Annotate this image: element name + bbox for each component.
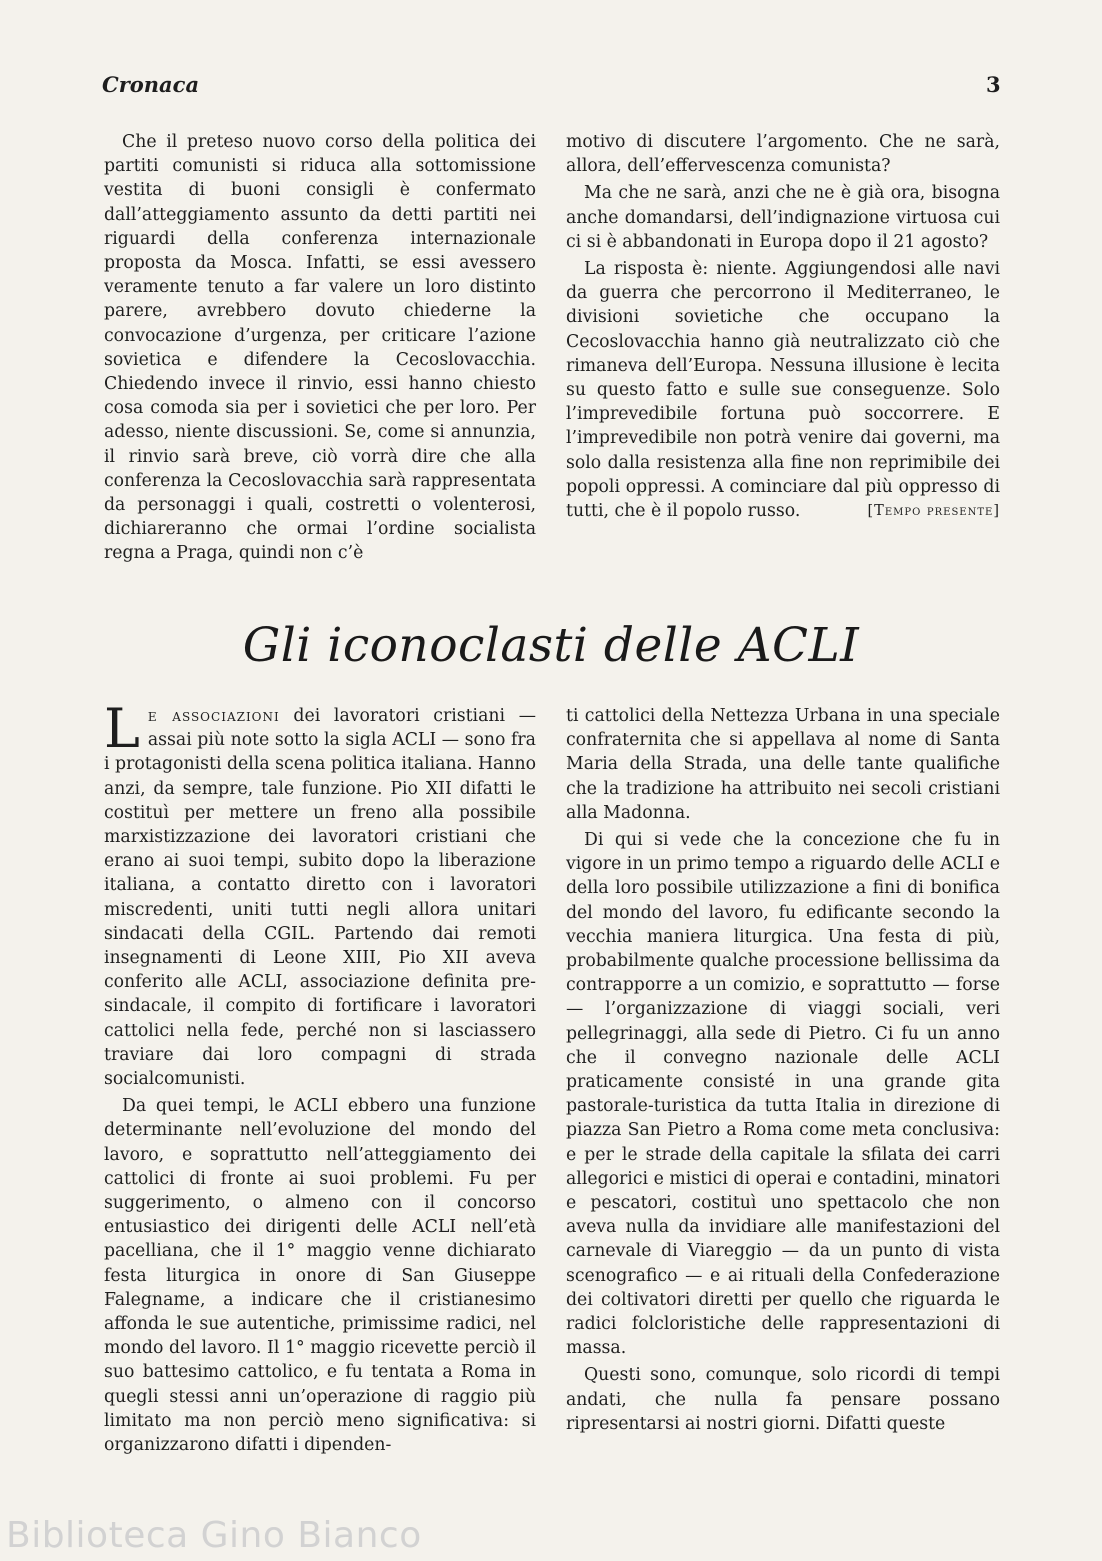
previous-article-right-column: [566, 130, 1000, 523]
paragraph-text: La risposta è: niente. Aggiungendosi alle navi da guerra che percorrono il Mediterraneo, le divisioni sovietiche che occupano la Cecoslovacchia hanno già neutralizzato ciò che rimaneva dell’Europa. Nessuna illusione è lecita su questo fatto e sulle sue conseguenze. Solo l’imprevedibile fortuna può soccorrere. E l’imprevedibile non potrà venire dai governi, ma solo dalla resistenza alla fine non reprimibile dei popoli oppressi. A cominciare dal più oppresso di tutti, che è il popolo russo.: [566, 259, 1000, 522]
paragraph: Ma che ne sarà, anzi che ne è già ora, bisogna anche domandarsi, dell’indignazione virtuosa cui ci si è abbandonati in Europa dopo il 21 agosto?: [566, 183, 1000, 252]
article-left-column: [104, 697, 536, 1457]
paragraph: Da quei tempi, le ACLI ebbero una funzione determinante nell’evoluzione del mondo del lavoro, e soprattutto nell’atteggiamento dei cattolici di fronte ai suoi problemi. Fu per suggerimento, o almeno con il concorso entusiastico dei dirigenti delle ACLI nell’età pacelliana, che il 1° maggio venne dichiarato festa liturgica in onore di San Giuseppe Falegname, a indicare che il cristianesimo affonda le sue autentiche, primissime radici, nel mondo del lavoro. Il 1° maggio ricevette perciò il suo battesimo cattolico, e fu tentata a Roma in quegli stessi anni un’operazione di raggio più limitato ma non perciò meno significativa: si organizzarono difatti i dipenden-: [104, 1096, 536, 1456]
paragraph: ti cattolici della Nettezza Urbana in una speciale confraternita che si appellava al nome di Santa Maria della Strada, una delle tante qualifiche che la tradizione ha attribuito nei secoli cristiani alla Madonna.: [566, 706, 1000, 823]
page-number: 3: [986, 72, 1001, 97]
opening-paragraph: [104, 697, 536, 1091]
paragraph: motivo di discutere l’argomento. Che ne sarà, allora, dell’effervescenza comunista?: [566, 132, 1000, 177]
paragraph: Che il preteso nuovo corso della politica dei partiti comunisti si riduca alla sottomissione vestita di buoni consigli è confermato dall’atteggiamento assunto da detti partiti nei riguardi della conferenza internazionale proposta da Mosca. Infatti, se essi avessero veramente tenuto a far valere un loro distinto parere, avrebbero dovuto chiederne la convocazione d’urgenza, per criticare l’azione sovietica e difendere la Cecoslovacchia. Chiedendo invece il rinvio, essi hanno chiesto cosa comoda sia per i sovietici che per loro. Per adesso, niente discussioni. Se, come si annunzia, il rinvio sarà breve, ciò vorrà dire che alla conferenza la Cecoslovacchia sarà rappresentata da personaggi i quali, costretti o volenterosi, dichiareranno che ormai l’ordine socialista regna a Praga, quindi non c’è: [104, 132, 536, 564]
lead-words: e associazioni: [147, 706, 280, 726]
paragraph: Questi sono, comunque, solo ricordi di tempi andati, che nulla fa pensare possano ripresentarsi ai nostri giorni. Difatti queste: [566, 1365, 1000, 1434]
previous-article-left-column: [104, 130, 536, 566]
article-title: Gli iconoclasti delle ACLI: [242, 618, 860, 673]
paragraph-text: dei lavoratori cristiani — assai più note sotto la sigla ACLI — sono fra i protagonisti della scena politica italiana. Hanno anzi, da sempre, tale funzione. Pio XII difatti le costituì per mettere un freno alla possibile marxistizzazione dei lavoratori cristiani che erano ai suoi tempi, subito dopo la liberazione italiana, a contatto diretto con i lavoratori miscredenti, uniti tutti negli allora unitari sindacati della CGIL. Partendo dai remoti insegnamenti di Leone XIII, Pio XII aveva conferito alle ACLI, associazione definita pre-sindacale, il compito di fortificare i lavoratori cattolici nella fede, perché non si lasciassero traviare dai loro compagni di strada socialcomunisti.: [104, 706, 536, 1090]
source-attribution: [Tempo presente]: [867, 503, 1000, 520]
paragraph: [566, 257, 1000, 523]
paragraph: Di qui si vede che la concezione che fu in vigore in un primo tempo a riguardo delle ACLI e della loro possibile utilizzazione a fini di bonifica del mondo del lavoro, fu edificante secondo la vecchia maniera liturgica. Una festa di più, probabilmente qualche processione bellissima da contrapporre a un comizio, e soprattutto — forse — l’organizzazione di viaggi sociali, veri pellegrinaggi, alla sede di Pietro. Ci fu un anno che il convegno nazionale delle ACLI praticamente consisté in una grande gita pastorale-turistica da tutta Italia in direzione di piazza San Pietro a Roma come meta conclusiva: e per le strade della capitale la sfilata dei carri allegorici e mistici di operai e contadini, minatori e pescatori, costituì uno spettacolo che non aveva nulla da invidiare alle manifestazioni del carnevale di Viareggio — da un punto di vista scenografico — e ai rituali della Confederazione dei coltivatori diretti per quello che riguarda le radici folcloristiche delle rappresentazioni di massa.: [566, 830, 1000, 1359]
article-right-column: [566, 704, 1000, 1436]
library-watermark: Biblioteca Gino Bianco: [6, 1515, 422, 1556]
running-header-section: Cronaca: [102, 72, 200, 97]
drop-cap: L: [104, 697, 140, 760]
